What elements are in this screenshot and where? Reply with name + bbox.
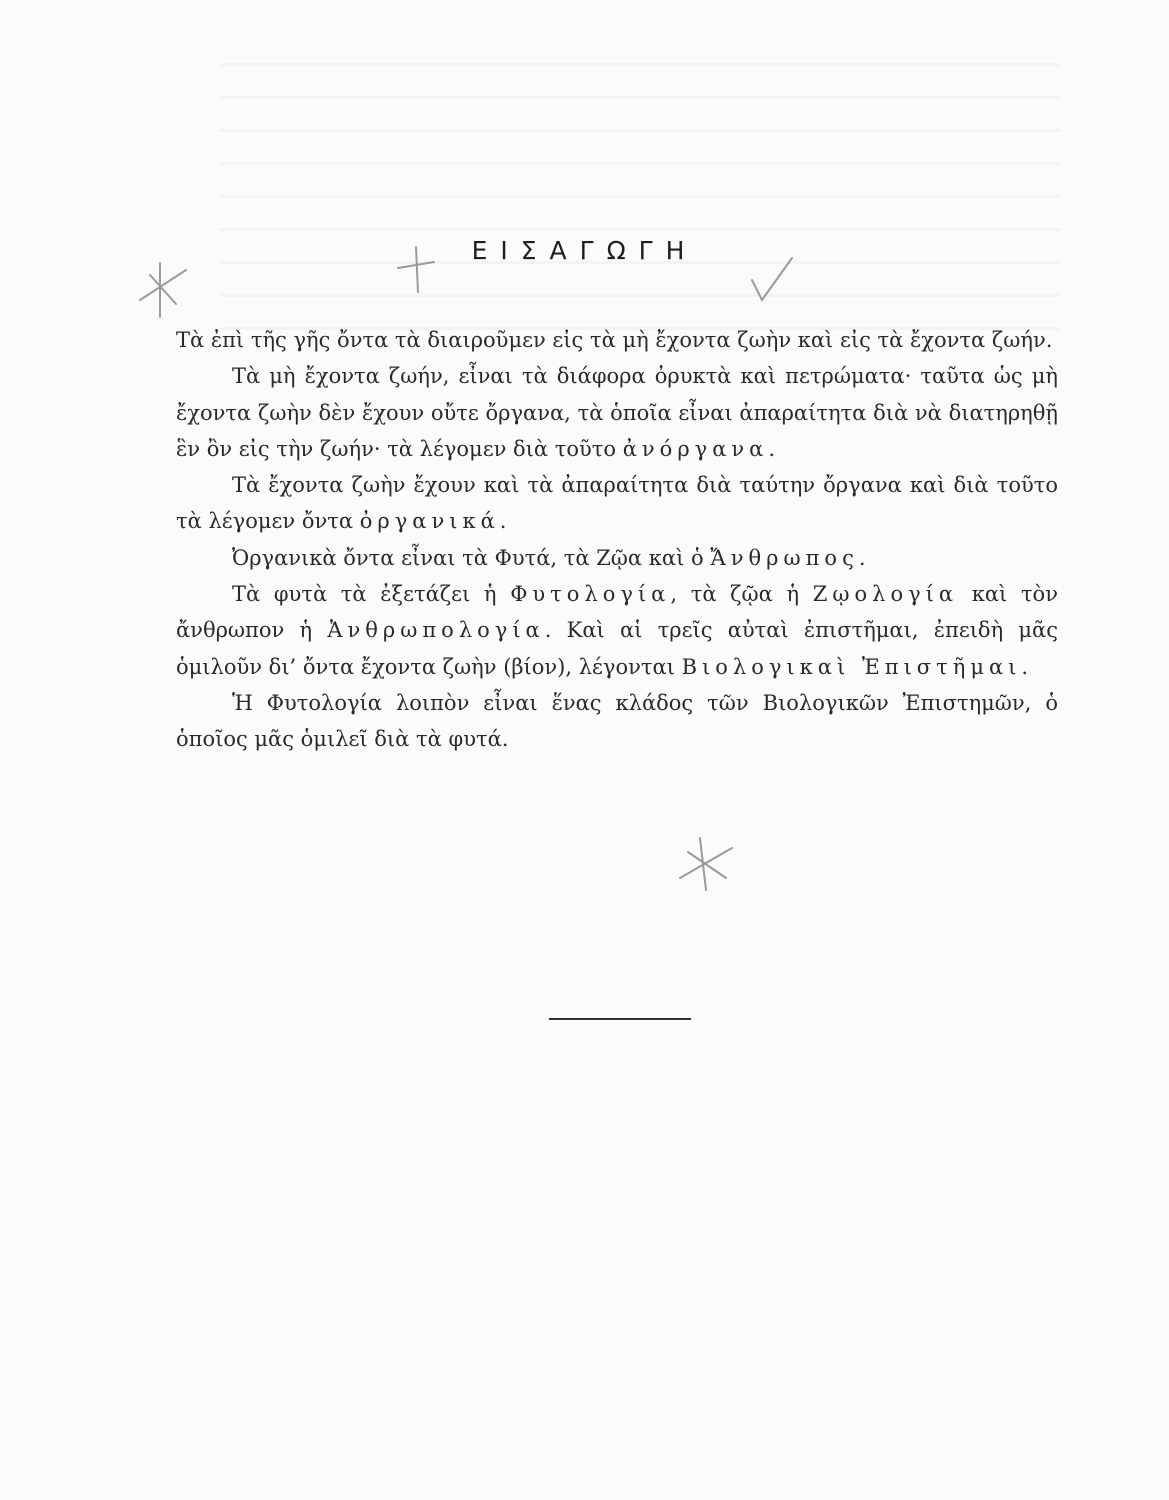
spaced-term-anthropos: Ἄνθρωπος [710, 545, 859, 570]
paragraph-3-text: Τὰ ἔχοντα ζωὴν ἔχουν καὶ τὰ ἀπαραίτητα διὰ ταύτην ὄργανα καὶ διὰ τοῦτο τὰ λέγομεν ὄντα [176, 473, 1058, 534]
paragraph-2 [176, 358, 1058, 467]
paragraph-4 [176, 540, 1058, 576]
paragraph-5-text-b: , τὰ ζῷα ἡ [670, 582, 800, 607]
show-through-background [220, 60, 1060, 360]
paragraph-5-text-a: Τὰ φυτὰ τὰ ἐξετάζει ἡ [232, 582, 497, 607]
paragraph-5-text-c: καὶ τὸν ἄνθρωπον ἡ [176, 582, 1058, 643]
paragraph-5-end: . [1021, 654, 1029, 679]
spaced-term-anorgana: ἀνόργανα [622, 436, 769, 461]
paragraph-2-text: Τὰ μὴ ἔχοντα ζωήν, εἶναι τὰ διάφορα ὀρυκτὰ καὶ πετρώματα· ταῦτα ὡς μὴ ἔχοντα ζωὴν δὲν ἔχουν οὔτε ὄργανα, τὰ ὁποῖα εἶναι ἀπαραίτητα διὰ νὰ διατηρηθῇ ἓν ὂν εἰς τὴν ζωήν· τὰ λέγομεν διὰ τοῦτο [176, 364, 1058, 461]
pencil-asterisk-left-icon [140, 263, 186, 317]
spaced-term-fytologia: Φυτολογία [510, 582, 671, 607]
paragraph-1 [176, 322, 1058, 358]
spaced-term-anthropologia: Ἀνθρωπολογία [327, 618, 545, 643]
paragraph-2-end: . [768, 436, 776, 461]
paragraph-1-text: Τὰ ἐπὶ τῆς γῆς ὄντα τὰ διαιροῦμεν εἰς τὰ μὴ ἔχοντα ζωὴν καὶ εἰς τὰ ἔχοντα ζωήν. [176, 328, 1053, 352]
spaced-term-biologikai: Βιολογικαὶ Ἐπιστῆμαι [681, 654, 1022, 679]
paragraph-4-end: . [858, 545, 866, 570]
closing-rule [549, 1018, 691, 1020]
paragraph-6-text: Ἡ Φυτολογία λοιπὸν εἶναι ἕνας κλάδος τῶν Βιολογικῶν Ἐπιστημῶν, ὁ ὁποῖος μᾶς ὁμιλεῖ διὰ τὰ φυτά. [176, 690, 1058, 752]
paragraph-5-text-d: . Καὶ αἱ τρεῖς αὐταὶ ἐπιστῆμαι, ἐπειδὴ μᾶς ὁμιλοῦν δι’ ὄντα ἔχοντα ζωὴν (βίον), λέγονται [176, 618, 1058, 679]
paragraph-3 [176, 467, 1058, 540]
body-text [176, 322, 1058, 758]
spaced-term-organika: ὀργανικά [359, 509, 500, 534]
paragraph-5 [176, 576, 1058, 685]
pencil-asterisk-right-icon [680, 838, 732, 890]
paragraph-3-end: . [499, 509, 507, 534]
paragraph-4-text: Ὀργανικὰ ὄντα εἶναι τὰ Φυτά, τὰ Ζῷα καὶ ὁ [232, 545, 704, 570]
paragraph-6 [176, 685, 1058, 758]
spaced-term-zoologia: Ζῳολογία [812, 582, 959, 607]
page-title: ΕΙΣΑΓΩΓΗ [471, 236, 698, 265]
